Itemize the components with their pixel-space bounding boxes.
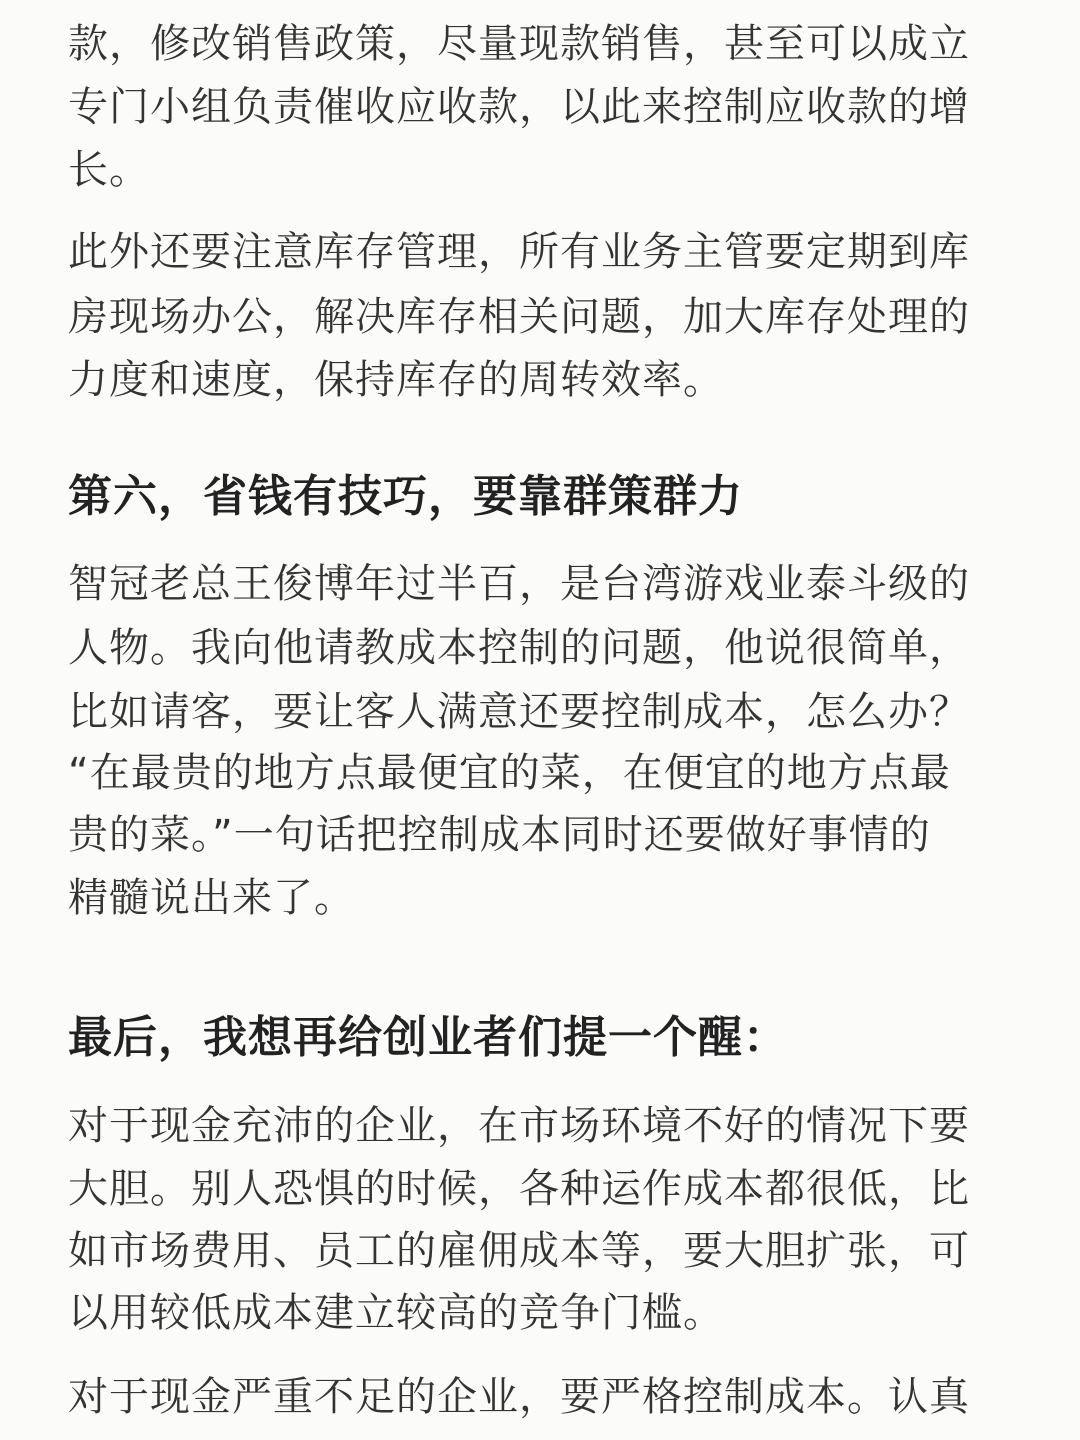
text-line: 对于现金严重不足的企业，要严格控制成本。认真 — [68, 1374, 970, 1420]
text-line: 此外还要注意库存管理，所有业务主管要定期到库 — [68, 229, 970, 275]
text-line: 精髓说出来了。 — [68, 875, 355, 921]
text-line: 款，修改销售政策，尽量现款销售，甚至可以成立 — [68, 21, 970, 67]
text-line: 房现场办公，解决库存相关问题，加大库存处理的 — [68, 294, 970, 340]
text-line: 以用较低成本建立较高的竞争门槛。 — [68, 1290, 724, 1336]
text-line: 人物。我向他请教成本控制的问题，他说很简单， — [68, 625, 970, 671]
heading-text: 最后，我想再给创业者们提一个醒： — [68, 1012, 788, 1063]
heading-text: 第六，省钱有技巧，要靠群策群力 — [68, 471, 743, 522]
text-line: 对于现金充沛的企业，在市场环境不好的情况下要 — [68, 1103, 970, 1149]
text-line: 力度和速度，保持库存的周转效率。 — [68, 357, 724, 403]
text-line: 比如请客，要让客人满意还要控制成本，怎么办？ — [68, 689, 970, 735]
text-line: 如市场费用、员工的雇佣成本等，要大胆扩张，可 — [68, 1228, 970, 1274]
text-line: “在最贵的地方点最便宜的菜，在便宜的地方点最 — [68, 750, 951, 796]
text-line: 智冠老总王俊博年过半百，是台湾游戏业泰斗级的 — [68, 561, 970, 607]
text-line: 贵的菜。”一句话把控制成本同时还要做好事情的 — [68, 812, 931, 858]
text-line: 大胆。别人恐惧的时候，各种运作成本都很低，比 — [68, 1166, 970, 1212]
text-line: 专门小组负责催收应收款，以此来控制应收款的增 — [68, 84, 970, 130]
text-line: 长。 — [68, 147, 150, 193]
